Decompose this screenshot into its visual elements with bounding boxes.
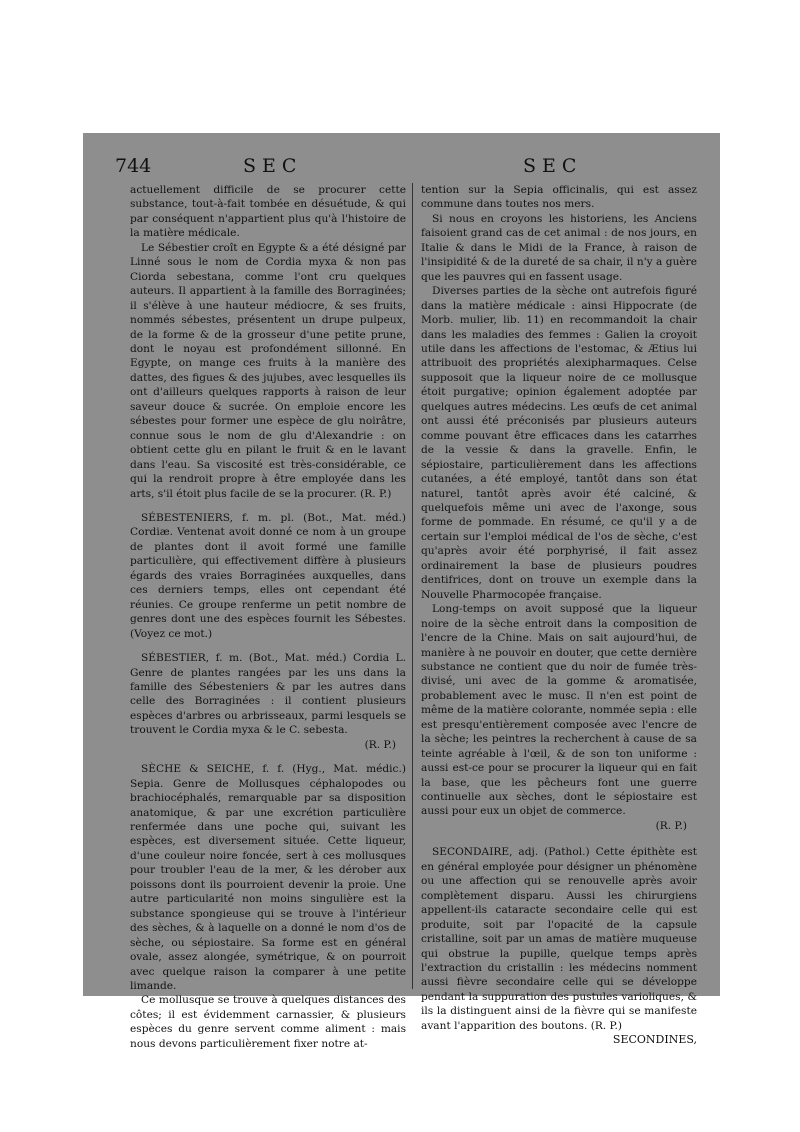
book-page bbox=[83, 133, 720, 1050]
paragraph: tention sur la Sepia officinalis, qui est assez commune dans toutes nos mers. bbox=[421, 184, 697, 211]
running-head-left: SEC bbox=[243, 155, 303, 177]
running-head-right: SEC bbox=[523, 155, 583, 177]
left-column bbox=[130, 183, 406, 1051]
paragraph: Diverses parties de la sèche ont autrefois figuré dans la matière médicale : ainsi Hippocrate (de Morb. mulier, lib. 11) en recommandoit la chair dans les maladies des femmes : Galien la croyoit utile dans les affections de l'estomac, & Ætius lui attribuoit des propriétés alexipharmaques. Celse supposoit que la liqueur noire de ce mollusque étoit purgative; opinion également adoptée par quelques autres médecins. Les œufs de cet animal ont aussi été préconisés par plusieurs auteurs comme pouvant être efficaces dans les catarrhes de la vessie & dans la gravelle. Enfin, le sépiostaire, particulièrement dans les affections cutanées, a été employé, tantôt dans son état naturel, tantôt après avoir été calciné, & quelquefois même uni avec de l'axonge, sous forme de pommade. En résumé, ce qu'il y a de certain sur l'emploi médical de l'os de sèche, c'est qu'après avoir été porphyrisé, il fait assez ordinairement la base de plusieurs poudres dentifrices, dont on trouve un exemple dans la Nouvelle Pharmocopée française. bbox=[421, 285, 697, 601]
paragraph: Long-temps on avoit supposé que la liqueur noire de la sèche entroit dans la composition de l'encre de la Chine. Mais on sait aujourd'hui, de manière à ne pouvoir en douter, que cette dernière substance ne contient que du noir de fumée très-divisé, uni avec de la gomme & aromatisée, probablement avec le musc. Il n'en est point de même de la matière colorante, nommée sepia : elle est presqu'entièrement composée avec l'encre de la sèche; les peintres la recherchent à cause de sa teinte agréable à l'œil, & de son ton uniforme : aussi est-ce pour se procurer la liqueur qui en fait la base, que les pêcheurs font une guerre continuelle aux sèches, dont le sépiostaire est aussi pour eux un objet de commerce. bbox=[421, 603, 697, 818]
right-column bbox=[421, 183, 697, 1048]
catchword: SECONDINES, bbox=[612, 1033, 697, 1047]
paragraph: Si nous en croyons les historiens, les Anciens faisoient grand cas de cet animal : de nos jours, en Italie & dans le Midi de la France, à raison de l'insipidité & de la dureté de sa chair, il n'y a guère que les pauvres qui en fassent usage. bbox=[421, 212, 697, 283]
page-number: 744 bbox=[115, 155, 152, 177]
dictionary-entry: SÉBESTENIERS, f. m. pl. (Bot., Mat. méd.) Cordiæ. Ventenat avoit donné ce nom à un groupe de plantes dont il avoit formé une famille particulière, qui effectivement diffère à plusieurs égards des vraies Borraginées auxquelles, dans ces derniers temps, elles ont cependant été réunies. Ce groupe renferme un petit nombre de genres dont une des espèces fournit les Sébestes. (Voyez ce mot.) bbox=[130, 511, 406, 640]
author-signature: (R. P.) bbox=[655, 819, 687, 832]
paragraph: Ce mollusque se trouve à quelques distances des côtes; il est évidemment carnassier, & plusieurs espèces du genre servent comme aliment : mais nous devons particulièrement fixer notre at- bbox=[130, 994, 406, 1050]
dictionary-entry: SÉBESTIER, f. m. (Bot., Mat. méd.) Cordia L. Genre de plantes rangées par les uns dans la famille des Sébesteniers & par les autres dans celle des Borraginées : il contient plusieurs espèces d'arbres ou arbrisseaux, parmi lesquels se trouvent le Cordia myxa & le C. sebesta. bbox=[130, 652, 406, 737]
column-divider bbox=[412, 183, 413, 989]
paragraph: actuellement difficile de se procurer cette substance, tout-à-fait tombée en désuétude, & qui par conséquent n'appartient plus qu'à l'histoire de la matière médicale. bbox=[130, 184, 406, 240]
dictionary-entry: SÈCHE & SEICHE, f. f. (Hyg., Mat. médic.) Sepia. Genre de Mollusques céphalopodes ou brachiocéphalés, remarquable par sa disposition anatomique, & par une excrétion particulière renfermée dans une poche qui, suivant les espèces, est diversement située. Cette liqueur, d'une couleur noire foncée, sert à ces mollusques pour troubler l'eau de la mer, & les dérober aux poissons dont ils pourroient devenir la proie. Une autre particularité non moins singulière est la substance spongieuse qui se trouve à l'intérieur des sèches, & à laquelle on a donné le nom d'os de sèche, ou sépiostaire. Sa forme est en général ovale, assez alongée, symétrique, & on pourroit avec quelque raison la comparer à une petite limande. bbox=[130, 763, 406, 993]
page-header bbox=[83, 155, 720, 181]
author-signature: (R. P.) bbox=[364, 738, 396, 751]
paragraph: Le Sébestier croît en Egypte & a été désigné par Linné sous le nom de Cordia myxa & non pas Ciorda sebestana, comme l'ont cru quelques auteurs. Il appartient à la famille des Borraginées; il s'élève à une hauteur médiocre, & ses fruits, nommés sébestes, présentent un drupe pulpeux, de la forme & de la grosseur d'une petite prune, dont le noyau est profondément sillonné. En Egypte, on mange ces fruits à la manière des dattes, des figues & des jujubes, avec lesquelles ils ont d'ailleurs quelques rapports à raison de leur saveur douce & sucrée. On emploie encore les sébestes pour former une espèce de glu noirâtre, connue sous le nom de glu d'Alexandrie : on obtient cette glu en pilant le fruit & en le lavant dans l'eau. Sa viscosité est très-considérable, ce qui la rendroit propre à être employée dans les arts, s'il étoit plus facile de se la procurer. (R. P.) bbox=[130, 241, 406, 500]
dictionary-entry: SECONDAIRE, adj. (Pathol.) Cette épithète est en général employée pour désigner un phénomène ou une affection qui se renouvelle après avoir complètement disparu. Aussi les chirurgiens appellent-ils cataracte secondaire celle qui est produite, soit par l'opacité de la capsule cristalline, soit par un amas de matière muqueuse qui obstrue la pupille, quelque temps après l'extraction du cristallin : les médecins nomment aussi fièvre secondaire celle qui se développe pendant la suppuration des pustules varioliques, & ils la distinguent ainsi de la fièvre qui se manifeste avant l'apparition des boutons. (R. P.) bbox=[421, 846, 697, 1032]
